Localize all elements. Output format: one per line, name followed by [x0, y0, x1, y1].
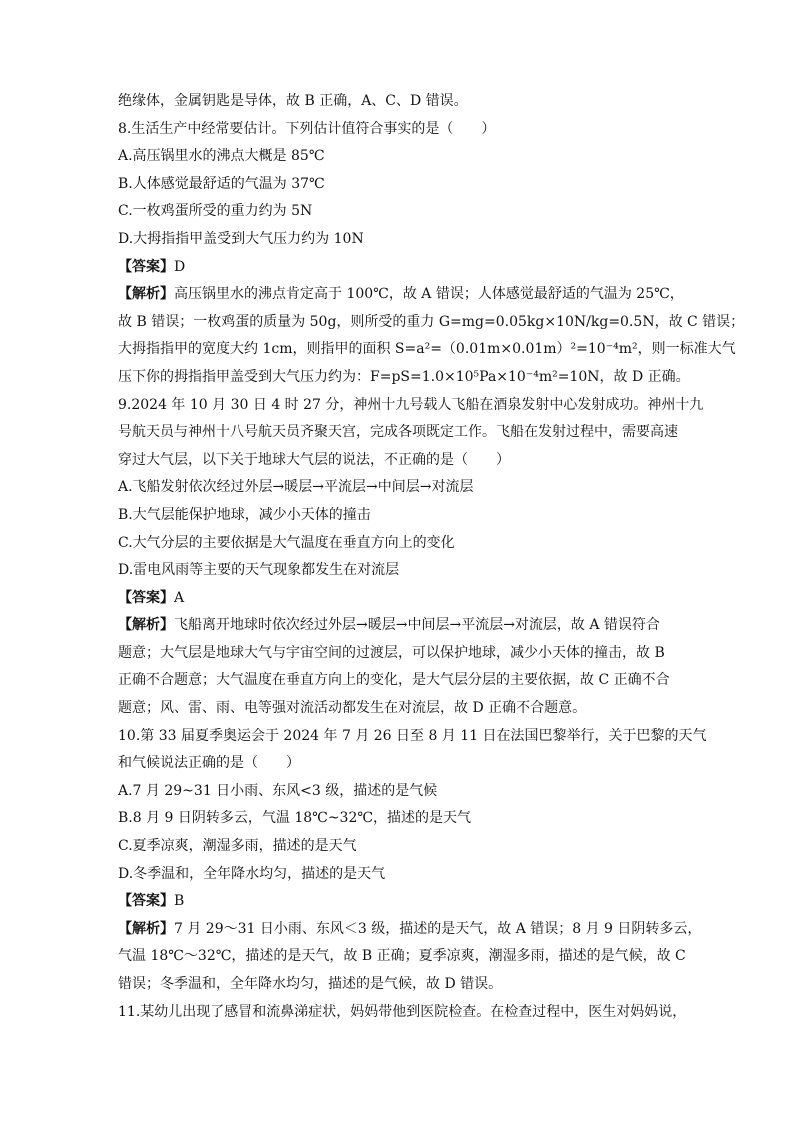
answer-label: 【解析】: [118, 617, 174, 634]
document-body: [118, 88, 745, 1026]
text-line: [118, 474, 678, 502]
text-line: [118, 916, 702, 944]
line-text: 穿过大气层，以下关于地球大气层的说法，不正确的是（ ）: [118, 451, 510, 468]
line-text: C.一枚鸡蛋所受的重力约为 5N: [118, 203, 313, 220]
text-line: [118, 695, 678, 723]
line-text: A.飞船发射依次经过外层→暖层→平流层→中间层→对流层: [118, 479, 474, 496]
answer-label: 【答案】: [118, 258, 174, 275]
text-line: [118, 447, 678, 475]
line-text: A.7 月 29~31 日小雨、东风<3 级，描述的是气候: [118, 782, 438, 799]
text-line: [118, 281, 684, 309]
text-line: [118, 419, 678, 447]
line-text: 正确不合题意；大气温度在垂直方向上的变化，是大气层分层的主要依据，故 C 正确不合: [118, 672, 670, 689]
line-text: 故 B 错误；一枚鸡蛋的质量为 50g，则所受的重力 G=mg=0.05kg×10N/kg=0.5N，故 C 错误；: [118, 313, 745, 330]
line-text: D: [174, 258, 186, 275]
text-line: [118, 530, 678, 558]
text-line: [118, 171, 678, 199]
line-text: 和气候说法正确的是（ ）: [118, 755, 300, 772]
answer-label: 【答案】: [118, 589, 174, 606]
text-line: [118, 723, 707, 751]
text-line: [118, 392, 704, 420]
text-line: [118, 254, 678, 282]
line-text: B: [174, 893, 185, 910]
line-text: 9.2024 年 10 月 30 日 4 时 27 分，神州十九号载人飞船在酒泉发射中心发射成功。神州十九: [118, 396, 704, 413]
text-line: [118, 612, 678, 640]
text-line: [118, 943, 686, 971]
line-text: D.雷电风雨等主要的天气现象都发生在对流层: [118, 562, 400, 579]
line-text: 大拇指指甲的宽度大约 1cm，则指甲的面积 S=a²=（0.01m×0.01m）²=10⁻⁴m²，则一标准大气: [118, 341, 736, 358]
text-line: [118, 805, 678, 833]
line-text: 绝缘体，金属钥匙是导体，故 B 正确，A、C、D 错误。: [118, 93, 468, 109]
text-line: [118, 557, 678, 585]
line-text: B.大气层能保护地球，减少小天体的撞击: [118, 506, 371, 523]
text-line: [118, 502, 678, 530]
line-text: 错误；冬季温和，全年降水均匀，描述的是气候，故 D 错误。: [118, 976, 503, 992]
text-line: [118, 226, 678, 254]
text-line: [118, 640, 678, 668]
text-line: [118, 309, 745, 337]
line-text: C.大气分层的主要依据是大气温度在垂直方向上的变化: [118, 534, 455, 551]
line-text: B.8 月 9 日阴转多云，气温 18℃~32℃，描述的是天气: [118, 810, 472, 827]
text-line: [118, 833, 678, 861]
text-line: [118, 888, 678, 916]
line-text: B.人体感觉最舒适的气温为 37℃: [118, 175, 325, 192]
line-text: C.夏季凉爽，潮湿多雨，描述的是天气: [118, 838, 357, 855]
text-line: [118, 143, 678, 171]
answer-label: 【解析】: [118, 286, 174, 303]
line-text: D.冬季温和，全年降水均匀，描述的是天气: [118, 865, 386, 882]
text-line: [118, 999, 687, 1027]
line-text: 飞船离开地球时依次经过外层→暖层→中间层→平流层→对流层，故 A 错误符合: [174, 617, 660, 634]
text-line: [118, 198, 678, 226]
line-text: 题意；风、雷、雨、电等强对流活动都发生在对流层，故 D 正确不合题意。: [118, 700, 587, 717]
text-line: [118, 971, 678, 999]
line-text: 压下你的拇指指甲盖受到大气压力约为：F=pS=1.0×10⁵Pa×10⁻⁴m²=10N，故 D 正确。: [118, 368, 690, 385]
line-text: 10.第 33 届夏季奥运会于 2024 年 7 月 26 日至 8 月 11 日在法国巴黎举行，关于巴黎的天气: [118, 727, 707, 744]
line-text: A: [174, 589, 185, 606]
line-text: 高压锅里水的沸点肯定高于 100℃，故 A 错误；人体感觉最舒适的气温为 25℃，: [174, 286, 684, 303]
line-text: D.大拇指指甲盖受到大气压力约为 10N: [118, 230, 364, 247]
text-line: [118, 861, 678, 889]
line-text: A.高压锅里水的沸点大概是 85℃: [118, 148, 325, 165]
text-line: [118, 364, 690, 392]
text-line: [118, 585, 678, 613]
line-text: 号航天员与神州十八号航天员齐聚天宫，完成各项既定工作。飞船在发射过程中，需要高速: [118, 424, 678, 441]
line-text: 题意；大气层是地球大气与宇宙空间的过渡层，可以保护地球，减少小天体的撞击，故 B: [118, 644, 665, 661]
text-line: [118, 778, 678, 806]
line-text: 7 月 29～31 日小雨、东风＜3 级，描述的是天气，故 A 错误；8 月 9 日阴转多云，: [174, 920, 702, 937]
line-text: 11.某幼儿出现了感冒和流鼻涕症状，妈妈带他到医院检查。在检查过程中，医生对妈妈说，: [118, 1003, 687, 1020]
text-line: [118, 750, 678, 778]
text-line: [118, 116, 678, 144]
text-line: [118, 336, 736, 364]
answer-label: 【解析】: [118, 920, 174, 937]
text-line: [118, 88, 678, 116]
text-line: [118, 667, 678, 695]
line-text: 8.生活生产中经常要估计。下列估计值符合事实的是（ ）: [118, 120, 496, 137]
line-text: 气温 18℃～32℃，描述的是天气，故 B 正确；夏季凉爽，潮湿多雨，描述的是气候，故 C: [118, 948, 686, 965]
answer-label: 【答案】: [118, 893, 174, 910]
